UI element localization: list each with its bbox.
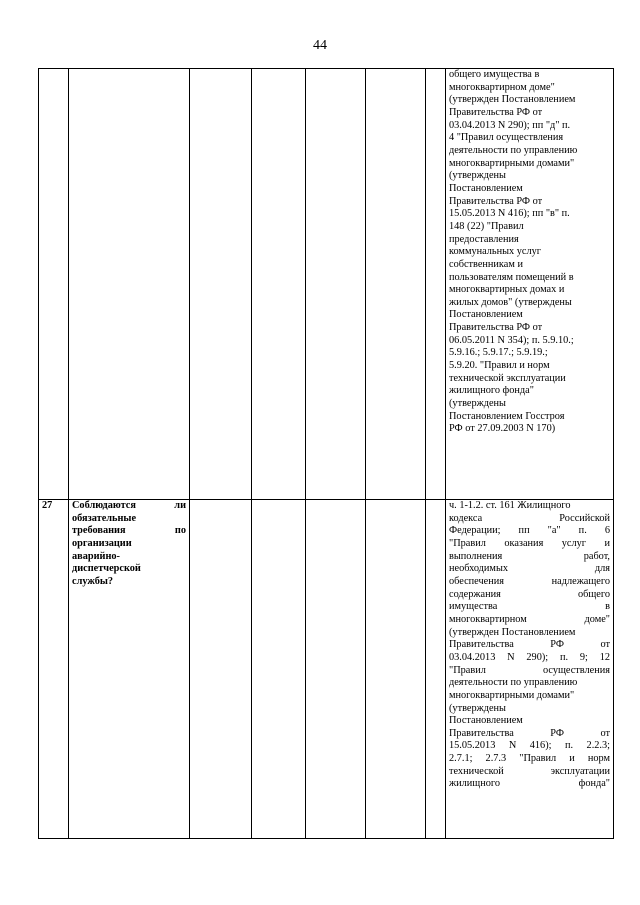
text-line: собственникам и: [449, 258, 523, 270]
table-row: [39, 500, 614, 839]
text-line: многоквартирном доме": [449, 613, 610, 625]
row-number-cell: [39, 69, 69, 500]
text-line: содержания общего: [449, 588, 610, 600]
question-text: [72, 500, 186, 589]
legal-basis-text: [449, 69, 610, 436]
text-line: технической эксплуатации: [449, 372, 566, 384]
empty-cell: [252, 69, 306, 500]
text-line: обеспечения надлежащего: [449, 575, 610, 587]
text-line: кодекса Российской: [449, 512, 610, 524]
text-line: диспетчерской: [72, 563, 141, 575]
text-line: жилых домов" (утверждены: [449, 296, 572, 308]
table-row: [39, 69, 614, 500]
empty-cell: [190, 500, 252, 839]
text-line: Постановлением: [449, 715, 523, 727]
text-line: Постановлением: [449, 182, 523, 194]
text-line: 03.04.2013 N 290); пп "д" п.: [449, 119, 571, 131]
text-line: Правительства РФ от: [449, 195, 543, 207]
text-line: 2.7.1; 2.7.3 "Правил и норм: [449, 753, 610, 765]
text-line: Правительства РФ от: [449, 639, 610, 651]
text-line: жилищного фонда": [449, 385, 534, 397]
text-line: многоквартирными домами": [449, 157, 575, 169]
text-line: "Правил осуществления: [449, 664, 610, 676]
text-line: "Правил оказания услуг и: [449, 537, 610, 549]
text-line: (утверждены: [449, 170, 506, 182]
text-line: многоквартирными домами": [449, 689, 575, 701]
text-line: 03.04.2013 N 290); п. 9; 12: [449, 651, 610, 663]
legal-basis-text: [449, 500, 610, 791]
text-line: необходимых для: [449, 563, 610, 575]
text-line: многоквартирных домах и: [449, 284, 565, 296]
empty-cell: [252, 500, 306, 839]
text-line: общего имущества в: [449, 69, 540, 80]
text-line: Федерации; пп "а" п. 6: [449, 525, 610, 537]
text-line: 15.05.2013 N 416); пп "в" п.: [449, 208, 570, 220]
legal-basis-cell: [446, 500, 614, 839]
text-line: (утверждены: [449, 702, 506, 714]
empty-cell: [306, 69, 366, 500]
empty-cell: [190, 69, 252, 500]
text-line: службы?: [72, 575, 114, 587]
question-cell: [69, 500, 190, 839]
text-line: коммунальных услуг: [449, 246, 541, 258]
row-number-cell: 27: [39, 500, 69, 839]
text-line: 148 (22) "Правил: [449, 220, 524, 232]
empty-cell: [366, 69, 426, 500]
text-line: пользователям помещений в: [449, 271, 574, 283]
text-line: имущества в: [449, 601, 610, 613]
text-line: организации: [72, 537, 132, 549]
text-line: 15.05.2013 N 416); п. 2.2.3;: [449, 740, 610, 752]
empty-cell: [366, 500, 426, 839]
text-line: (утвержден Постановлением: [449, 94, 576, 106]
text-line: 06.05.2011 N 354); п. 5.9.10.;: [449, 334, 574, 346]
text-line: жилищного фонда": [449, 778, 610, 790]
text-line: многоквартирном доме": [449, 81, 555, 93]
text-line: обязательные: [72, 512, 137, 524]
text-line: Правительства РФ от: [449, 322, 543, 334]
page-number: 44: [313, 38, 327, 53]
empty-cell: [426, 69, 446, 500]
text-line: ч. 1-1.2. ст. 161 Жилищного: [449, 500, 571, 511]
text-line: выполнения работ,: [449, 550, 610, 562]
requirements-table: [38, 68, 614, 839]
text-line: требования по: [72, 525, 186, 537]
text-line: Правительства РФ от: [449, 727, 610, 739]
empty-cell: [426, 500, 446, 839]
text-line: 5.9.16.; 5.9.17.; 5.9.19.;: [449, 347, 548, 359]
text-line: Постановлением: [449, 309, 523, 321]
question-cell: [69, 69, 190, 500]
text-line: деятельности по управлению: [449, 677, 578, 689]
text-line: (утвержден Постановлением: [449, 626, 576, 638]
text-line: РФ от 27.09.2003 N 170): [449, 423, 556, 435]
text-line: предоставления: [449, 233, 519, 245]
text-line: технической эксплуатации: [449, 765, 610, 777]
text-line: аварийно-: [72, 550, 120, 562]
text-line: Соблюдаются ли: [72, 500, 186, 511]
text-line: деятельности по управлению: [449, 144, 578, 156]
legal-basis-cell: [446, 69, 614, 500]
text-line: 4 "Правил осуществления: [449, 132, 564, 144]
empty-cell: [306, 500, 366, 839]
text-line: (утверждены: [449, 398, 506, 410]
text-line: Постановлением Госстроя: [449, 410, 565, 422]
text-line: Правительства РФ от: [449, 106, 543, 118]
text-line: 5.9.20. "Правил и норм: [449, 360, 550, 372]
